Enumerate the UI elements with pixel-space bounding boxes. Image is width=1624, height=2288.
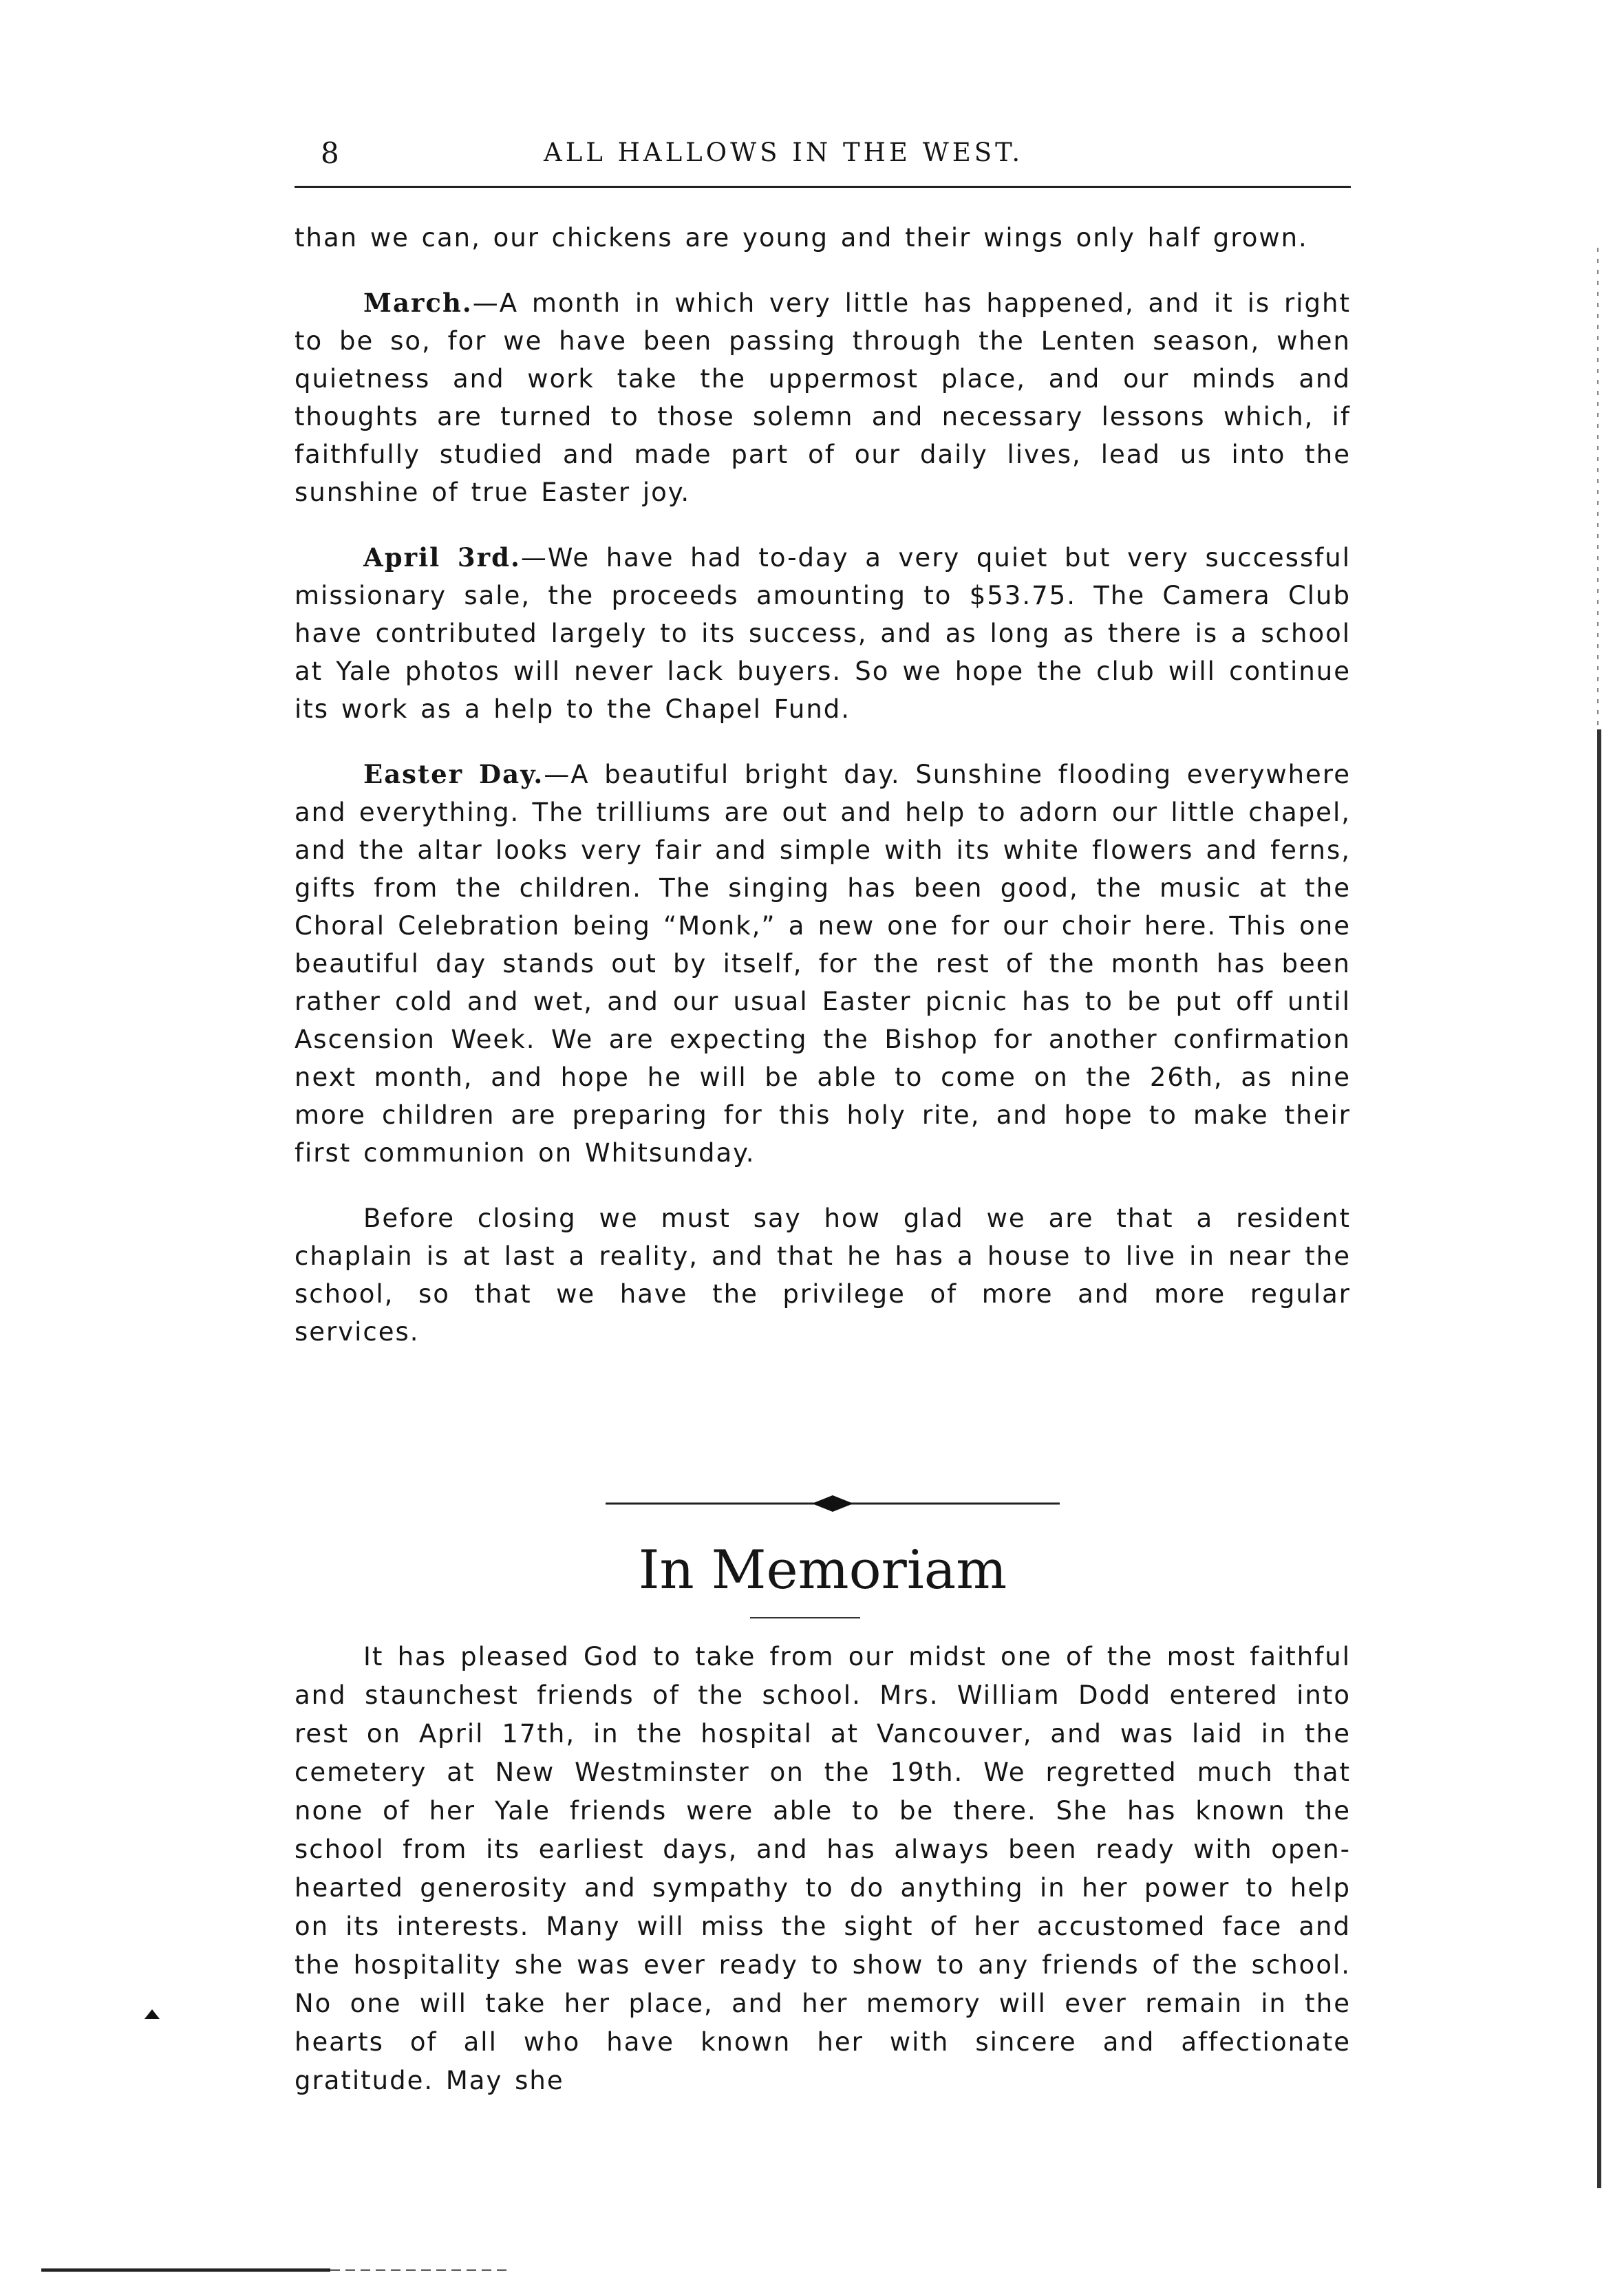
easter-text: —A beautiful bright day. Sunshine flooding everywhere and everything. The trilliums are out and help to adorn our little chapel, and the altar looks very fair and simple with its white flowers and ferns, gifts from the children. The singing has been good, the music at the Choral Celebration being “Monk,” a new one for our choir here. This one beautiful day stands out by itself, for the rest of the month has been rather cold and wet, and our usual Easter picnic has to be put off until Ascension Week. We are expecting the Bishop for another confirmation next month, and hope he will be able to come on the 26th, as nine more children are preparing for this holy rite, and hope to make their first communion on Whitsunday. (295, 760, 1351, 1168)
memoriam-body (295, 1638, 1351, 2100)
scan-speck (145, 2009, 160, 2019)
easter-heading: Easter Day. (363, 759, 544, 789)
scan-edge-bottom (41, 2265, 509, 2274)
closing-paragraph: Before closing we must say how glad we are that a resident chaplain is at last a reality, and that he has a house to live in near the school, so that we have the privilege of more and more regular services. (295, 1204, 1351, 1347)
running-title: ALL HALLOWS IN THE WEST. (544, 138, 1024, 167)
april-text: —We have had to-day a very quiet but very successful missionary sale, the proceeds amounting to $53.75. The Camera Club have contributed largely to its success, and as long as there is a school at Yale photos will never lack buyers. So we hope the club will continue its work as a help to the Chapel Fund. (295, 543, 1351, 724)
scan-edge-right (1595, 248, 1605, 2188)
memoriam-paragraph: It has pleased God to take from our midst one of the most faithful and staunchest friends of the school. Mrs. William Dodd entered into rest on April 17th, in the hospital at Vancouver, and was laid in the cemetery at New Westminster on the 19th. We regretted much that none of her Yale friends were able to be there. She has known the school from its earliest days, and has always been ready with open-hearted generosity and sympathy to do anything in her power to help on its interests. Many will miss the sight of her accustomed face and the hospitality she was ever ready to show to any friends of the school. No one will take her place, and her memory will ever remain in the hearts of all who have known her with sincere and affectionate gratitude. May she (295, 1642, 1351, 2095)
diamond-ornament-icon (812, 1495, 853, 1512)
march-entry (295, 284, 1351, 511)
header-rule (295, 186, 1351, 188)
memoriam-title: In Memoriam (638, 1539, 1007, 1601)
title-underline (750, 1617, 860, 1618)
easter-entry (295, 756, 1351, 1172)
continuation-paragraph: than we can, our chickens are young and their wings only half grown. (295, 223, 1308, 253)
page-number: 8 (321, 136, 339, 170)
march-heading: March. (363, 288, 473, 318)
page-header (295, 136, 1351, 178)
april-entry (295, 539, 1351, 728)
journal-body (295, 219, 1351, 1378)
section-separator (606, 1493, 1060, 1514)
april-heading: April 3rd. (363, 542, 521, 573)
march-text: —A month in which very little has happened, and it is right to be so, for we have been passing through the Lenten season, when quietness and work take the uppermost place, and our minds and thoughts are turned to those solemn and necessary lessons which, if faithfully studied and made part of our daily lives, lead us into the sunshine of true Easter joy. (295, 288, 1351, 507)
